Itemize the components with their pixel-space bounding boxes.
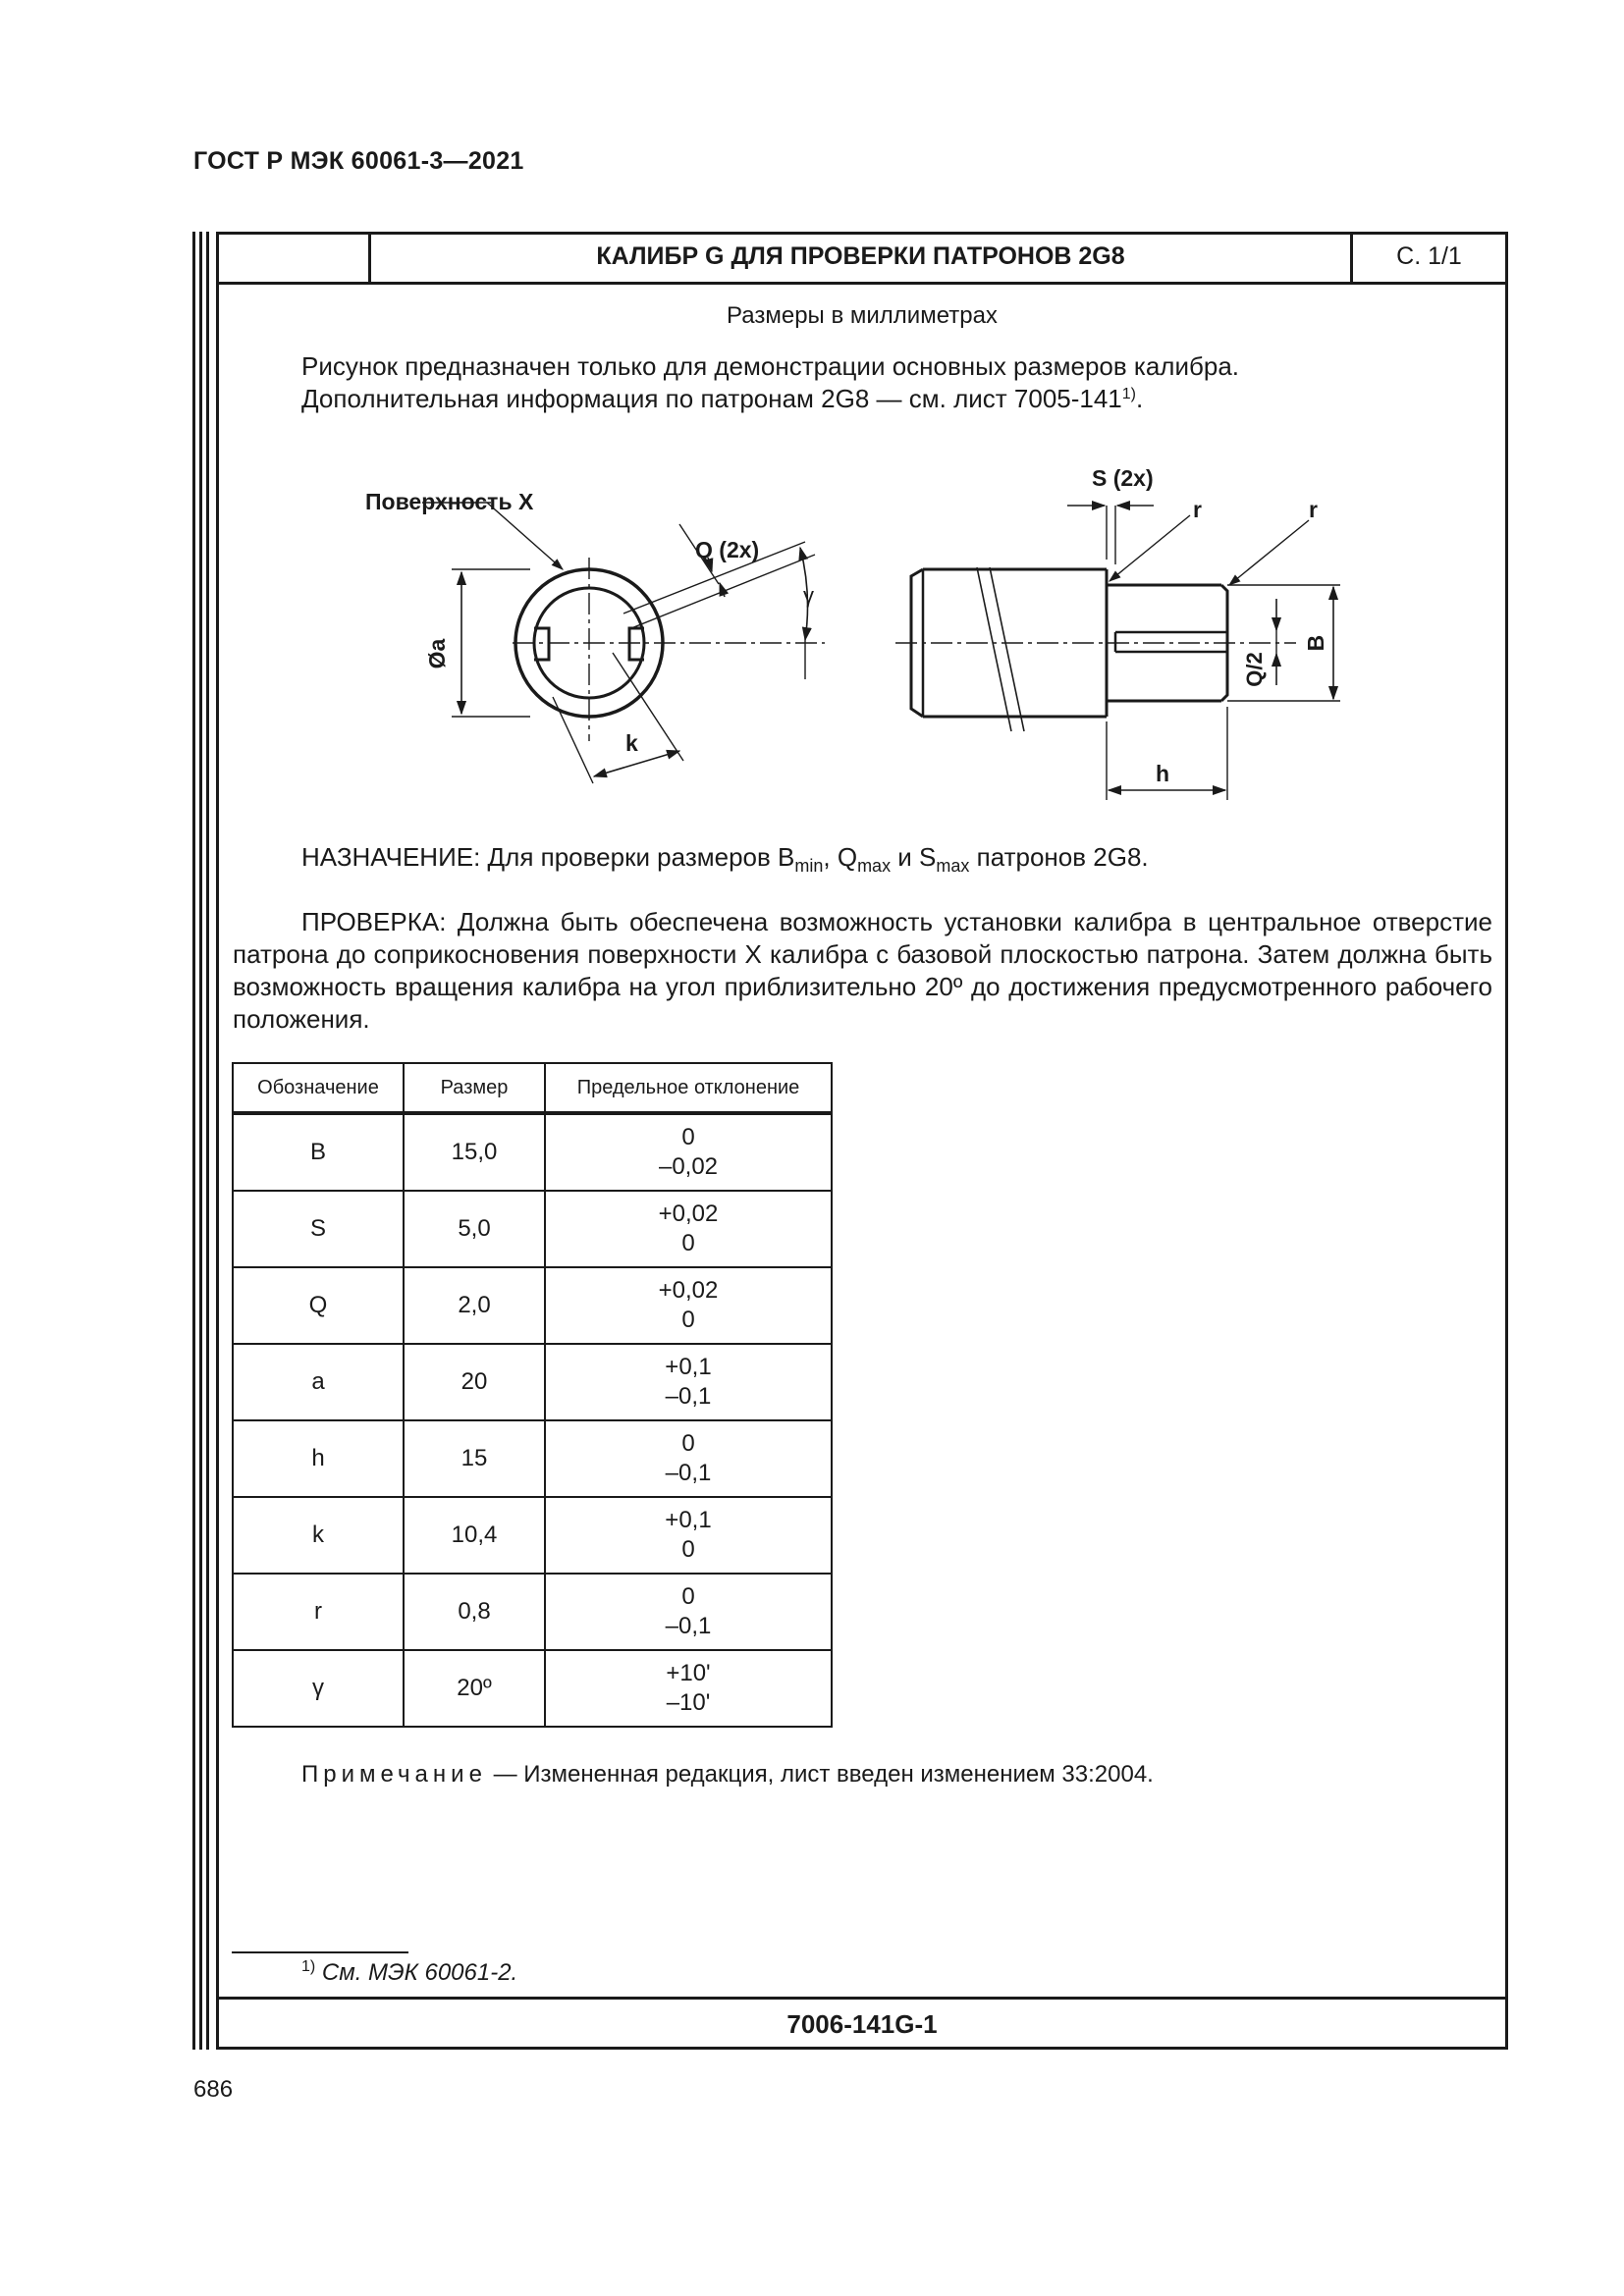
s-label: S (2x) [1092,465,1154,491]
cell-size: 0,8 [404,1574,545,1650]
q-label: Q (2x) [695,537,760,562]
table-row [233,1420,832,1497]
header-tolerance: Предельное отклонение [545,1063,832,1113]
sheet-number: С. 1/1 [1396,242,1462,270]
table-row [233,1574,832,1650]
cell-size: 15 [404,1420,545,1497]
cell-size: 2,0 [404,1267,545,1344]
tolerance-upper: +10' [666,1660,711,1686]
table-row [233,1191,832,1267]
table-row [233,1650,832,1727]
intro-line-2-text: Дополнительная информация по патронам 2G8 — см. лист 7005-141 [301,384,1122,413]
s-subscript: max [936,856,970,876]
purpose-sep-1: , Q [823,842,858,872]
intro-line-2-end: . [1136,384,1144,413]
title-block [216,232,1508,285]
margin-bar [192,232,195,2050]
q-subscript: max [857,856,892,876]
sheet-code: 7006-141G-1 [216,1997,1508,2050]
cell-size: 20 [404,1344,545,1420]
cell-symbol: Q [233,1267,404,1344]
table-row [233,1344,832,1420]
surface-x-label: Поверхность X [365,489,534,514]
cell-size: 10,4 [404,1497,545,1574]
q2-label: Q/2 [1242,652,1267,687]
cell-symbol: γ [233,1650,404,1727]
a-label: Øa [424,638,450,669]
tolerance-lower: 0 [681,1536,695,1563]
tolerance-lower: –0,1 [665,1613,712,1639]
dimensions-table [232,1062,833,1728]
header-size: Размер [404,1063,545,1113]
cell-symbol: B [233,1113,404,1191]
purpose-sep-2: и S [891,842,937,872]
cell-symbol: S [233,1191,404,1267]
footnote-divider [232,1951,408,1953]
note [301,1761,1154,1789]
intro-line-1: Рисунок предназначен только для демонстрации основных размеров калибра. [301,351,1240,381]
tolerance-lower: –0,02 [658,1153,719,1180]
purpose-paragraph [301,841,1149,874]
note-label: Примечание [301,1761,487,1788]
cell-tolerance [545,1344,832,1420]
tolerance-lower: 0 [681,1230,695,1256]
document-header: ГОСТ Р МЭК 60061-3—2021 [193,147,524,175]
table-row [233,1497,832,1574]
side-view [895,506,1340,800]
page-number: 686 [193,2076,234,2103]
cell-size: 5,0 [404,1191,545,1267]
gamma-label: γ [803,583,814,608]
intro-line-2 [301,383,1239,415]
tolerance-lower: –0,1 [665,1460,712,1486]
cell-size: 15,0 [404,1113,545,1191]
cell-tolerance [545,1497,832,1574]
cell-symbol: r [233,1574,404,1650]
h-label: h [1155,761,1170,786]
intro-paragraph [301,350,1239,415]
tolerance-upper: 0 [681,1430,695,1457]
b-subscript: min [794,856,824,876]
tolerance-lower: 0 [681,1307,695,1333]
b-label: B [1303,634,1328,652]
tolerance-upper: +0,02 [658,1201,719,1227]
units-note: Размеры в миллиметрах [727,302,998,329]
r-label-2: r [1309,497,1318,522]
margin-bar [199,232,202,2050]
footnote-marker: 1) [301,1958,316,1975]
tolerance-upper: +0,1 [665,1507,712,1533]
check-paragraph: ПРОВЕРКА: Должна быть обеспечена возможность установки калибра в центральное отверстие патрона до соприкосновения поверхности X калибра с базовой плоскостью патрона. Затем должна быть возможность вращения калибра на угол приблизительно 20º до достижения предусмотренного рабочего положения. [233,907,1492,1034]
header-symbol: Обозначение [233,1063,404,1113]
r-label-1: r [1193,497,1202,522]
end-view [422,503,825,783]
cell-size: 20º [404,1650,545,1727]
cell-tolerance [545,1574,832,1650]
cell-symbol: a [233,1344,404,1420]
tolerance-upper: 0 [681,1124,695,1150]
cell-tolerance [545,1420,832,1497]
title-block-empty-cell [216,232,371,282]
tolerance-upper: 0 [681,1583,695,1610]
tolerance-lower: –10' [666,1689,711,1716]
gauge-drawing [295,452,1375,815]
footnote-ref: 1) [1121,386,1137,402]
cell-tolerance [545,1650,832,1727]
cell-tolerance [545,1113,832,1191]
tolerance-upper: +0,02 [658,1277,719,1304]
footnote-text: См. МЭК 60061-2. [315,1959,518,1986]
table-row [233,1267,832,1344]
cell-tolerance [545,1191,832,1267]
cell-symbol: h [233,1420,404,1497]
cell-symbol: k [233,1497,404,1574]
purpose-suffix: патронов 2G8. [969,842,1149,872]
footnote [301,1959,517,1987]
purpose-prefix: НАЗНАЧЕНИЕ: Для проверки размеров B [301,842,795,872]
cell-tolerance [545,1267,832,1344]
table-row [233,1113,832,1191]
margin-bar [206,232,209,2050]
tolerance-lower: –0,1 [665,1383,712,1410]
table-header-row [233,1063,832,1113]
sheet-title: КАЛИБР G ДЛЯ ПРОВЕРКИ ПАТРОНОВ 2G8 [371,232,1353,282]
tolerance-upper: +0,1 [665,1354,712,1380]
note-text: — Измененная редакция, лист введен изменением 33:2004. [486,1761,1154,1788]
k-label: k [625,730,638,756]
